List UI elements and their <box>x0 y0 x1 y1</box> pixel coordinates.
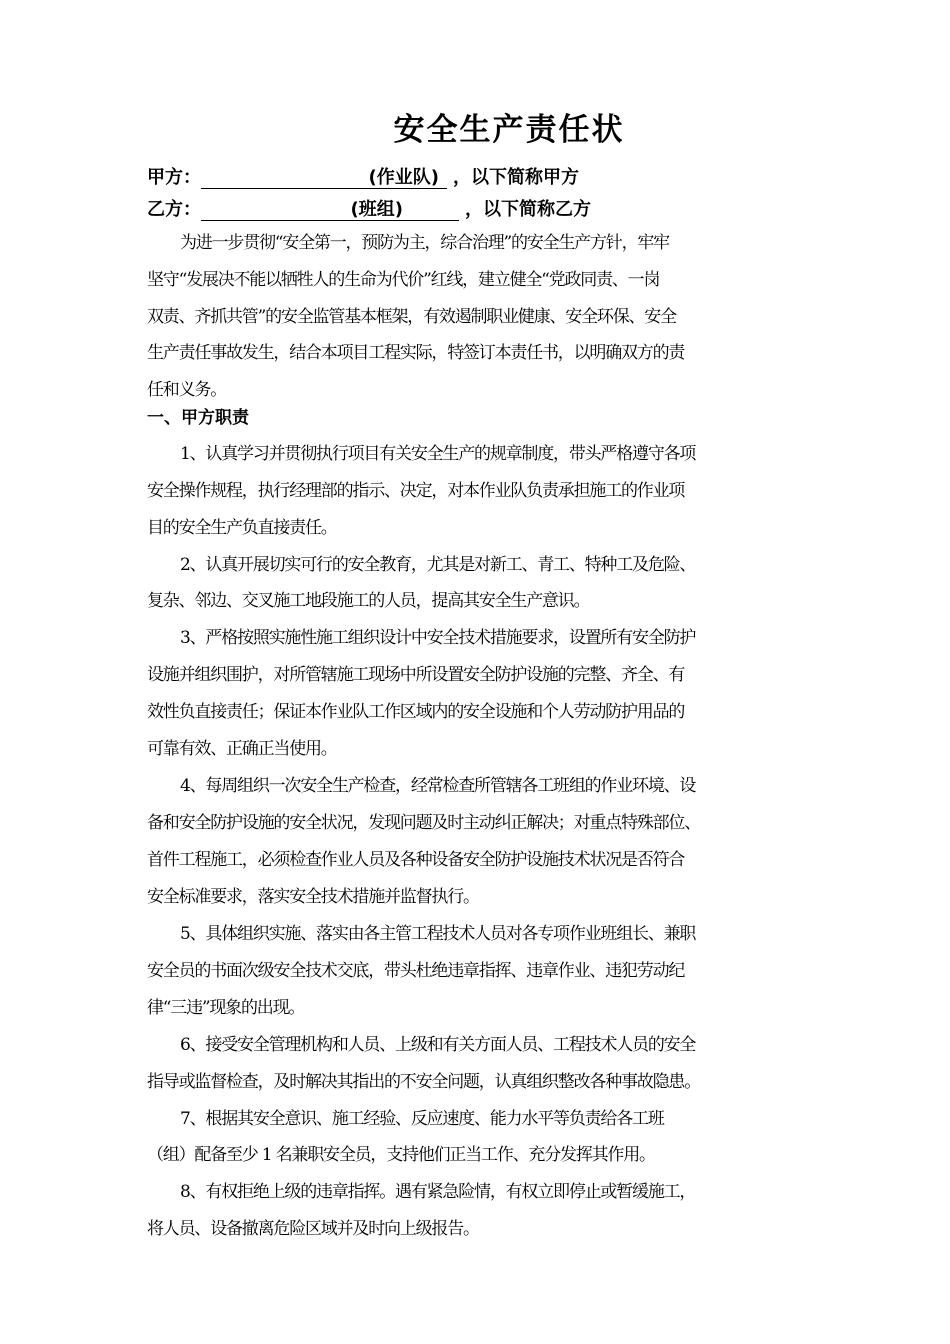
party-b-suffix: ，以下简称乙方 <box>465 199 591 220</box>
item-line: 6、接受安全管理机构和人员、上级和有关方面人员、工程技术人员的安全 <box>180 1035 696 1055</box>
item-line: 将人员、设备撤离危险区域并及时向上级报告。 <box>147 1219 479 1239</box>
item-line: 5、具体组织实施、落实由各主管工程技术人员对各专项作业班组长、兼职 <box>180 924 696 944</box>
intro-line: 双责、齐抓共管”的安全监管基本框架，有效遏制职业健康、安全环保、安全 <box>147 307 676 327</box>
item-line: 安全操作规程，执行经理部的指示、决定，对本作业队负责承担施工的作业项 <box>147 481 685 501</box>
party-a-line <box>147 166 579 190</box>
item-line: 可靠有效、正确正当使用。 <box>147 739 337 759</box>
document-title: 安全生产责任状 <box>393 112 625 148</box>
party-b-label: 乙方： <box>147 199 201 220</box>
item-line: 3、严格按照实施性施工组织设计中安全技术措施要求，设置所有安全防护 <box>180 628 696 648</box>
item-line: 目的安全生产负直接责任。 <box>147 518 337 538</box>
intro-line: 坚守“发展决不能以牺牲人的生命为代价”红线，建立健全“党政同责、一岗 <box>147 270 660 290</box>
intro-line: 为进一步贯彻“安全第一，预防为主，综合治理”的安全生产方针，牢牢 <box>180 233 669 253</box>
item-line: 复杂、邻边、交叉施工地段施工的人员，提高其安全生产意识。 <box>147 591 590 611</box>
section-heading: 一、甲方职责 <box>147 408 249 428</box>
item-line: 指导或监督检查，及时解决其指出的不安全问题，认真组织整改各种事故隐患。 <box>147 1072 700 1092</box>
item-line: 安全员的书面次级安全技术交底，带头杜绝违章指挥、违章作业、违犯劳动纪 <box>147 961 685 981</box>
intro-line: 任和义务。 <box>147 380 226 400</box>
party-a-suffix: ，以下简称甲方 <box>453 167 579 188</box>
item-line: 备和安全防护设施的安全状况，发现问题及时主动纠正解决；对重点特殊部位、 <box>147 813 700 833</box>
intro-line: 生产责任事故发生，结合本项目工程实际，特签订本责任书，以明确双方的责 <box>147 343 685 363</box>
party-b-blank: (班组) <box>201 199 459 221</box>
party-a-blank: (作业队) <box>201 167 447 189</box>
item-line: 安全标准要求，落实安全技术措施并监督执行。 <box>147 887 479 907</box>
item-line: 律“三违”现象的出现。 <box>147 998 305 1018</box>
item-line: 8、有权拒绝上级的违章指挥。遇有紧急险情，有权立即停止或暂缓施工， <box>180 1182 696 1202</box>
item-line: 2、认真开展切实可行的安全教育，尤其是对新工、青工、特种工及危险、 <box>180 555 696 575</box>
item-line: 首件工程施工，必须检查作业人员及各种设备安全防护设施技术状况是否符合 <box>147 850 685 870</box>
party-b-line <box>147 198 591 222</box>
item-line: 1、认真学习并贯彻执行项目有关安全生产的规章制度，带头严格遵守各项 <box>180 444 696 464</box>
item-line: （组）配备至少 1 名兼职安全员，支持他们正当工作、充分发挥其作用。 <box>147 1145 655 1165</box>
item-line: 效性负直接责任；保证本作业队工作区域内的安全设施和个人劳动防护用品的 <box>147 702 685 722</box>
item-line: 7、根据其安全意识、施工经验、反应速度、能力水平等负责给各工班 <box>180 1109 664 1129</box>
item-line: 4、每周组织一次安全生产检查，经常检查所管辖各工班组的作业环境、设 <box>180 776 696 796</box>
party-a-label: 甲方： <box>147 167 201 188</box>
item-line: 设施并组织围护，对所管辖施工现场中所设置安全防护设施的完整、齐全、有 <box>147 665 685 685</box>
